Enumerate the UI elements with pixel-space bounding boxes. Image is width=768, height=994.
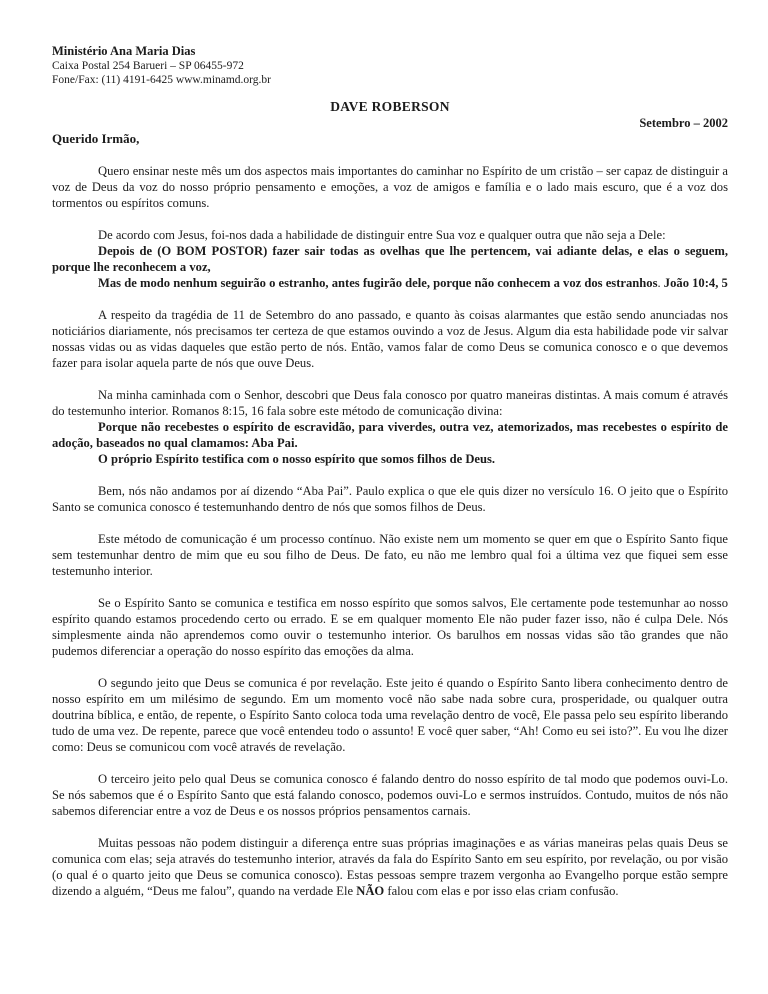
paragraph bbox=[52, 307, 728, 371]
paragraph bbox=[52, 419, 728, 451]
paragraph bbox=[52, 595, 728, 659]
paragraph bbox=[52, 835, 728, 899]
text-segment: O terceiro jeito pelo qual Deus se comunica conosco é falando dentro do nosso espírito de tal modo que podemos ouvi-Lo. Se nós sabemos que é o Espírito Santo que está falando conosco, podemos ouvi-Lo e sermos instruídos. Contudo, muitos de nós não sabemos diferenciar entre a voz de Deus e os nossos próprios pensamentos carnais. bbox=[52, 772, 728, 818]
bold-text-segment: O próprio Espírito testifica com o nosso espírito que somos filhos de Deus. bbox=[98, 452, 496, 466]
paragraph bbox=[52, 531, 728, 579]
text-segment: Bem, nós não andamos por aí dizendo “Aba Pai”. Paulo explica o que ele quis dizer no versículo 16. O jeito que o Espírito Santo se comunica conosco é testemunhando dentro de nós que somos filhos de Deus. bbox=[52, 484, 728, 514]
text-segment: Muitas pessoas não podem distinguir a diferença entre suas próprias imaginações e as várias maneiras pelas quais Deus se comunica com elas; seja através do testemunho interior, através da fala do Espírito Santo em seu espírito, por revelação, ou por visão (o qual é o quarto jeito que Deus se comunica conosco). Estas pessoas sempre trazem vergonha ao Evangelho porque estão sempre dizendo a alguém, “Deus me falou”, quando na verdade Ele bbox=[52, 836, 728, 898]
paragraph bbox=[52, 243, 728, 275]
paragraph bbox=[52, 451, 728, 467]
paragraph bbox=[52, 387, 728, 419]
letter-body bbox=[52, 163, 728, 899]
org-address: Caixa Postal 254 Barueri – SP 06455-972 bbox=[52, 60, 244, 72]
text-segment: falou com elas e por isso elas criam confusão. bbox=[384, 884, 619, 898]
paragraph bbox=[52, 275, 728, 291]
org-contact: Fone/Fax: (11) 4191-6425 www.minamd.org.br bbox=[52, 74, 272, 86]
text-segment: Na minha caminhada com o Senhor, descobri que Deus fala conosco por quatro maneiras distintas. A mais comum é através do testemunho interior. Romanos 8:15, 16 fala sobre este método de comunicação divina: bbox=[52, 388, 728, 418]
bold-text-segment: NÃO bbox=[356, 884, 385, 898]
text-segment: Este método de comunicação é um processo contínuo. Não existe nem um momento se quer em que o Espírito Santo fique sem testemunhar dentro de mim que eu sou filho de Deus. De fato, eu não me lembro qual foi a última vez que fiquei sem esse testemunho interior. bbox=[52, 532, 728, 578]
text-segment: A respeito da tragédia de 11 de Setembro do ano passado, e quanto às coisas alarmantes que estão sendo anunciadas nos noticiários diariamente, nós precisamos ter certeza de que estamos ouvindo a voz de Jesus. Algum dia esta habilidade pode vir salvar nossas vidas ou as vidas daqueles que estão perto de nós. Então, vamos falar de como Deus se comunica conosco e o que devemos fazer para isolar aquela parte de nós que ouve Deus. bbox=[52, 308, 728, 370]
text-segment: De acordo com Jesus, foi-nos dada a habilidade de distinguir entre Sua voz e qualquer outra que não seja a Dele: bbox=[98, 228, 666, 242]
paragraph bbox=[52, 483, 728, 515]
paragraph bbox=[52, 227, 728, 243]
bold-text-segment: Mas de modo nenhum seguirão o estranho, antes fugirão dele, porque não conhecem a voz dos estranhos bbox=[98, 276, 658, 290]
letterhead bbox=[52, 44, 728, 87]
text-segment: Quero ensinar neste mês um dos aspectos mais importantes do caminhar no Espírito de um cristão – ser capaz de distinguir a voz de Deus da voz do nosso próprio pensamento e emoções, a voz de amigos e família e o lado mais escuro, que é a voz dos tormentos ou espíritos comuns. bbox=[52, 164, 728, 210]
text-segment: . bbox=[657, 276, 664, 290]
text-segment: O segundo jeito que Deus se comunica é por revelação. Este jeito é quando o Espírito Santo libera conhecimento dentro de nosso espírito em um milésimo de segundo. Em um momento você não sabe nada sobre cura, prosperidade, ou qualquer outra doutrina bíblica, e então, de repente, o Espírito Santo coloca toda uma revelação dentro de você, Ele passa pelo seu espírito liberando tudo de uma vez. De repente, parece que você entendeu todo o assunto! E você quer saber, “Ah! Como eu sei isto?”. Eu vou lhe dizer como: Deus se comunicou com você através de revelação. bbox=[52, 676, 728, 754]
paragraph bbox=[52, 163, 728, 211]
bold-text-segment: Porque não recebestes o espírito de escravidão, para viverdes, outra vez, atemorizados, mas recebestes o espírito de adoção, baseados no qual clamamos: Aba Pai. bbox=[52, 420, 728, 450]
document-title: DAVE ROBERSON bbox=[330, 99, 450, 114]
document-date: Setembro – 2002 bbox=[639, 116, 728, 130]
org-name: Ministério Ana Maria Dias bbox=[52, 44, 196, 58]
paragraph bbox=[52, 675, 728, 755]
text-segment: Se o Espírito Santo se comunica e testifica em nosso espírito que somos salvos, Ele certamente pode testemunhar ao nosso espírito quando estamos procedendo certo ou errado. E se em qualquer momento Ele não puder fazer isso, não é culpa Dele. Nós simplesmente ainda não aprendemos como ouvir o testemunho interior. Os barulhos em nossas vidas são tão grandes que não pudemos diferenciar a operação do nosso espírito das emoções da alma. bbox=[52, 596, 728, 658]
bold-text-segment: João 10:4, 5 bbox=[663, 276, 728, 290]
bold-text-segment: Depois de (O BOM POSTOR) fazer sair todas as ovelhas que lhe pertencem, vai adiante delas, e elas o seguem, porque lhe reconhecem a voz, bbox=[52, 244, 728, 274]
paragraph bbox=[52, 771, 728, 819]
salutation: Querido Irmão, bbox=[52, 131, 140, 146]
